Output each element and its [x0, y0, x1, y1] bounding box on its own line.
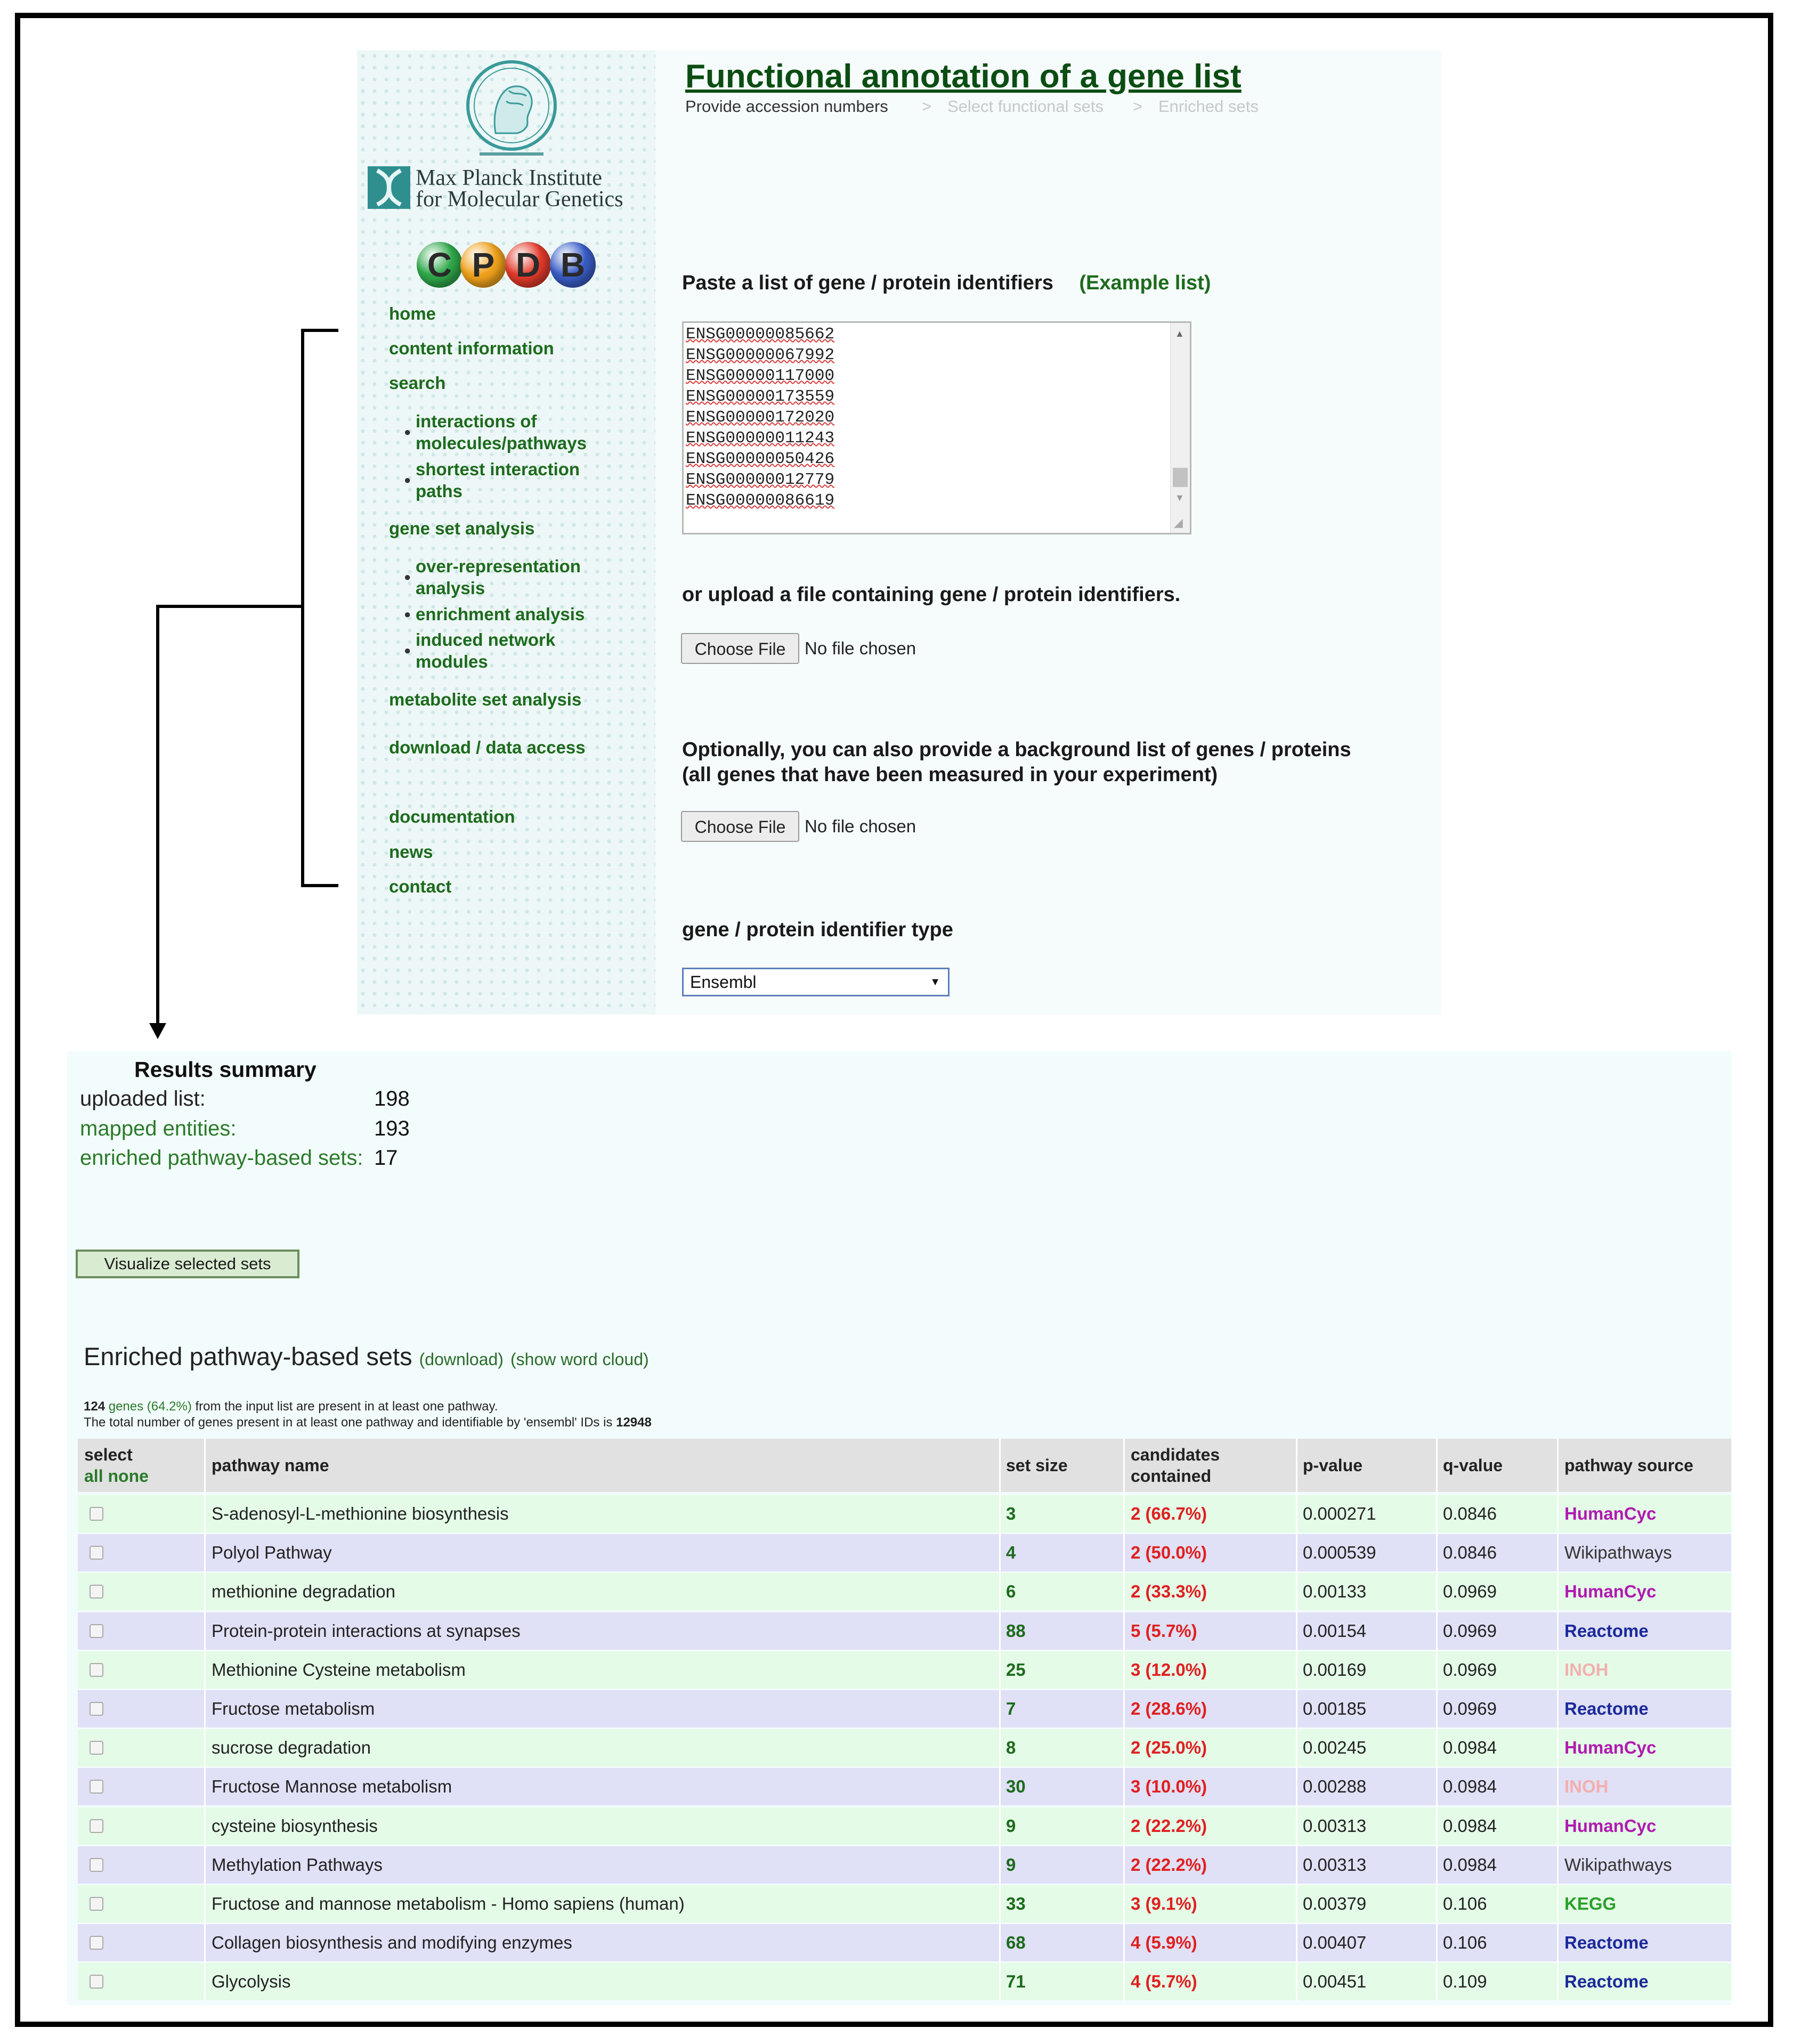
table-row[interactable] [78, 1651, 1731, 1689]
th-q-value[interactable]: q-value [1443, 1456, 1503, 1475]
nav-home[interactable]: home [389, 304, 436, 323]
table-row[interactable] [78, 1768, 1731, 1805]
table-row[interactable] [78, 1495, 1731, 1532]
nav-induced-line1: induced network [416, 630, 556, 650]
nav-over-representation[interactable] [416, 555, 581, 599]
pathway-name-cell[interactable]: Polyol Pathway [212, 1543, 332, 1563]
candidates-cell: 3 (9.1%) [1131, 1894, 1197, 1913]
row-select-checkbox[interactable] [90, 1780, 103, 1794]
pathway-name-cell[interactable]: Glycolysis [212, 1972, 291, 1992]
row-select-checkbox[interactable] [90, 1936, 103, 1950]
bullet-icon: ● [404, 607, 411, 621]
pathway-source-link[interactable]: INOH [1564, 1777, 1609, 1797]
th-candidates-line2: contained [1131, 1466, 1212, 1486]
breadcrumb-separator: > [922, 97, 932, 116]
candidates-cell: 2 (28.6%) [1131, 1699, 1207, 1718]
gene-id-line: ENSG00000085662 [686, 325, 835, 344]
breadcrumb-step-2: Select functional sets [947, 97, 1104, 116]
nav-induced-line2: modules [416, 652, 488, 671]
p-value-cell: 0.000539 [1303, 1543, 1376, 1563]
set-size-cell: 25 [1006, 1659, 1026, 1680]
pathway-source-link[interactable]: Wikipathways [1564, 1854, 1672, 1875]
column-divider [1296, 1439, 1297, 2001]
gene-id-line: ENSG00000172020 [686, 408, 835, 427]
id-type-value: Ensembl [690, 972, 757, 992]
pathway-source-link[interactable]: Reactome [1564, 1699, 1649, 1718]
q-value-cell: 0.106 [1443, 1894, 1487, 1913]
p-value-cell: 0.00169 [1303, 1659, 1367, 1680]
institute-name-line2: for Molecular Genetics [416, 187, 623, 212]
pathway-name-cell[interactable]: methionine degradation [212, 1581, 395, 1602]
pathway-source-link[interactable]: HumanCyc [1564, 1815, 1657, 1836]
coverage-note [84, 1399, 498, 1414]
set-size-cell: 9 [1006, 1854, 1016, 1875]
candidates-cell: 4 (5.9%) [1131, 1933, 1197, 1953]
candidates-cell: 3 (10.0%) [1131, 1777, 1207, 1797]
select-none-link[interactable]: none [108, 1466, 149, 1486]
dna-logo-icon [368, 166, 410, 209]
enriched-title-text: Enriched pathway-based sets [84, 1342, 412, 1370]
background-file-status: No file chosen [805, 816, 916, 836]
row-select-checkbox[interactable] [90, 1702, 103, 1716]
paste-label [682, 272, 1211, 295]
gene-id-line: ENSG00000173559 [686, 387, 835, 406]
set-size-cell: 30 [1006, 1777, 1026, 1797]
page-title: Functional annotation of a gene list [685, 58, 1242, 95]
candidates-cell: 2 (50.0%) [1131, 1543, 1207, 1563]
p-value-cell: 0.00185 [1303, 1699, 1367, 1718]
pathway-source-link[interactable]: Reactome [1564, 1620, 1649, 1641]
uploaded-list-label: uploaded list: [80, 1087, 206, 1110]
row-select-checkbox[interactable] [90, 1585, 103, 1599]
cpdb-logo-c: C [417, 242, 463, 288]
candidates-cell: 2 (22.2%) [1131, 1815, 1207, 1836]
candidates-cell: 2 (22.2%) [1131, 1854, 1207, 1875]
textarea-scrollbar[interactable] [1170, 323, 1190, 533]
note2-value: 12948 [616, 1415, 652, 1430]
candidates-cell: 2 (66.7%) [1131, 1504, 1207, 1523]
candidates-cell: 4 (5.7%) [1131, 1972, 1197, 1992]
p-value-cell: 0.00407 [1303, 1933, 1367, 1953]
nav-metabolite-set-analysis[interactable]: metabolite set analysis [389, 690, 582, 709]
q-value-cell: 0.0984 [1443, 1738, 1497, 1758]
table-row[interactable] [78, 1885, 1731, 1923]
q-value-cell: 0.106 [1443, 1933, 1487, 1953]
pathway-source-link[interactable]: INOH [1564, 1659, 1609, 1680]
bullet-icon: ● [404, 644, 411, 657]
pathway-name-cell[interactable]: sucrose degradation [212, 1738, 371, 1758]
example-list-link[interactable]: Example list [1086, 272, 1204, 294]
pathway-source-link[interactable]: Reactome [1564, 1972, 1649, 1992]
nav-gene-set-analysis[interactable]: gene set analysis [389, 518, 535, 538]
pathway-source-link[interactable]: HumanCyc [1564, 1738, 1657, 1758]
note-rest: from the input list are present in at least one pathway. [195, 1399, 498, 1414]
bullet-icon: ● [404, 473, 411, 486]
p-value-cell: 0.00288 [1303, 1777, 1367, 1797]
table-row[interactable] [78, 1534, 1731, 1571]
paste-label-text: Paste a list of gene / protein identifiers [682, 272, 1053, 294]
scroll-thumb[interactable] [1173, 468, 1188, 487]
pathway-source-link[interactable]: HumanCyc [1564, 1504, 1657, 1523]
enriched-sets-label[interactable]: enriched pathway-based sets: [80, 1146, 363, 1170]
cpdb-logo-b: B [550, 242, 596, 288]
choose-background-file-button[interactable]: Choose File [681, 811, 799, 842]
set-size-cell: 33 [1006, 1894, 1026, 1913]
pathway-name-cell[interactable]: S-adenosyl-L-methionine biosynthesis [212, 1504, 509, 1523]
p-value-cell: 0.00451 [1303, 1972, 1367, 1992]
uploaded-list-value: 198 [374, 1087, 410, 1110]
q-value-cell: 0.0969 [1443, 1659, 1497, 1680]
gene-id-line: ENSG00000067992 [686, 346, 835, 364]
enriched-sets-title [84, 1342, 649, 1371]
row-select-checkbox[interactable] [90, 1741, 103, 1755]
breadcrumb-step-1: Provide accession numbers [685, 97, 888, 116]
th-candidates-line1: candidates [1131, 1445, 1220, 1464]
enriched-sets-value: 17 [374, 1146, 398, 1170]
set-size-cell: 3 [1006, 1504, 1016, 1523]
nav-ora-line1: over-representation [416, 556, 581, 576]
q-value-cell: 0.0969 [1443, 1620, 1497, 1641]
candidates-cell: 3 (12.0%) [1131, 1659, 1207, 1680]
max-planck-seal-icon [464, 59, 559, 160]
p-value-cell: 0.00313 [1303, 1854, 1367, 1875]
table-row[interactable] [78, 1690, 1731, 1727]
row-select-checkbox[interactable] [90, 1858, 103, 1872]
nav-documentation[interactable]: documentation [389, 807, 515, 826]
candidates-cell: 5 (5.7%) [1131, 1620, 1197, 1641]
gene-id-line: ENSG00000011243 [686, 429, 835, 448]
resize-handle-icon[interactable]: ◢ [1174, 516, 1183, 529]
set-size-cell: 6 [1006, 1581, 1016, 1602]
nav-shortest-line1: shortest interaction [416, 459, 580, 479]
nav-interactions-line2: molecules/pathways [416, 433, 587, 453]
pathway-name-cell[interactable]: Methionine Cysteine metabolism [212, 1659, 466, 1680]
example-paren: ( [1079, 272, 1086, 294]
table-row[interactable] [78, 1573, 1731, 1610]
pathway-source-link[interactable]: Reactome [1564, 1933, 1649, 1953]
nav-news[interactable]: news [389, 842, 433, 862]
table-row[interactable] [78, 1612, 1731, 1650]
file-status: No file chosen [805, 638, 916, 658]
nav-download[interactable]: download / data access [389, 737, 586, 757]
q-value-cell: 0.0969 [1443, 1581, 1497, 1602]
scroll-up-icon[interactable]: ▲ [1175, 328, 1184, 339]
select-all-link[interactable]: all [84, 1466, 103, 1486]
example-paren: ) [1204, 272, 1211, 294]
institute-name-line1: Max Planck Institute [416, 166, 602, 190]
nav-interactions-line1: interactions of [416, 411, 537, 431]
id-type-label: gene / protein identifier type [682, 919, 953, 941]
nav-induced-network[interactable] [416, 629, 555, 672]
p-value-cell: 0.00379 [1303, 1894, 1367, 1913]
pathway-name-cell[interactable]: Fructose Mannose metabolism [212, 1777, 452, 1797]
row-select-checkbox[interactable] [90, 1546, 103, 1560]
choose-file-button[interactable]: Choose File [681, 633, 799, 664]
set-size-cell: 4 [1006, 1543, 1016, 1563]
breadcrumb-separator: > [1133, 97, 1143, 116]
th-set-size[interactable]: set size [1006, 1456, 1068, 1475]
row-select-checkbox[interactable] [90, 1975, 103, 1989]
gene-id-line: ENSG00000086619 [686, 491, 835, 510]
bracket-arrow-annotation [0, 0, 373, 1044]
row-select-checkbox[interactable] [90, 1663, 103, 1677]
th-candidates[interactable] [1131, 1444, 1220, 1487]
th-p-value[interactable]: p-value [1303, 1456, 1363, 1475]
cpdb-logo-p: P [460, 242, 506, 288]
gene-id-line: ENSG00000117000 [686, 367, 835, 385]
nav-shortest-line2: paths [416, 481, 463, 501]
pathway-name-cell[interactable]: Fructose and mannose metabolism - Homo sapiens (human) [212, 1894, 685, 1913]
candidates-cell: 2 (33.3%) [1131, 1581, 1207, 1602]
breadcrumb-step-3: Enriched sets [1158, 97, 1259, 116]
p-value-cell: 0.00313 [1303, 1815, 1367, 1836]
gene-id-line: ENSG00000012779 [686, 471, 835, 489]
th-select: select [84, 1445, 133, 1464]
scroll-down-icon[interactable]: ▼ [1175, 492, 1184, 503]
bullet-icon: ● [404, 425, 411, 439]
note2-text: The total number of genes present in at least one pathway and identifiable by 'ensembl' IDs is [84, 1415, 613, 1430]
q-value-cell: 0.0984 [1443, 1854, 1497, 1875]
visualize-selected-sets-button[interactable]: Visualize selected sets [76, 1250, 299, 1278]
pathway-source-link[interactable]: KEGG [1564, 1894, 1617, 1913]
set-size-cell: 8 [1006, 1738, 1016, 1758]
set-size-cell: 88 [1006, 1620, 1026, 1641]
pathway-name-cell[interactable]: cysteine biosynthesis [212, 1815, 378, 1836]
row-select-checkbox[interactable] [90, 1897, 103, 1911]
column-divider [1123, 1439, 1125, 2001]
column-divider [999, 1439, 1001, 2001]
table-row[interactable] [78, 1924, 1731, 1961]
set-size-cell: 68 [1006, 1933, 1026, 1953]
pathway-name-cell[interactable]: Fructose metabolism [212, 1699, 375, 1718]
row-select-checkbox[interactable] [90, 1819, 103, 1833]
cpdb-logo-d: D [505, 242, 551, 288]
word-cloud-link[interactable]: (show word cloud) [510, 1350, 649, 1369]
download-link[interactable]: (download) [419, 1350, 504, 1369]
pathway-name-cell[interactable]: Methylation Pathways [212, 1854, 383, 1875]
background-label-line2: (all genes that have been measured in your experiment) [682, 764, 1218, 786]
th-pathway-source[interactable]: pathway source [1564, 1456, 1693, 1475]
id-type-select[interactable] [682, 968, 950, 996]
nav-ora-line2: analysis [416, 578, 485, 598]
nav-content-information[interactable]: content information [389, 338, 554, 358]
p-value-cell: 0.00154 [1303, 1620, 1367, 1641]
bullet-icon: ● [404, 570, 411, 583]
q-value-cell: 0.0984 [1443, 1815, 1497, 1836]
nav-enrichment-analysis[interactable]: enrichment analysis [416, 604, 585, 624]
total-genes-note [84, 1415, 652, 1430]
th-select-links [84, 1465, 149, 1487]
set-size-cell: 71 [1006, 1972, 1026, 1992]
table-row[interactable] [78, 1846, 1731, 1884]
set-size-cell: 9 [1006, 1815, 1016, 1836]
gene-id-line: ENSG00000050426 [686, 450, 835, 468]
set-size-cell: 7 [1006, 1699, 1016, 1718]
nav-interactions[interactable] [416, 410, 587, 454]
table-row[interactable] [78, 1729, 1731, 1766]
th-pathway-name[interactable]: pathway name [212, 1456, 329, 1475]
table-row[interactable] [78, 1963, 1731, 2000]
q-value-cell: 0.109 [1443, 1972, 1487, 1992]
note-genes-link[interactable]: genes [108, 1399, 144, 1414]
row-select-checkbox[interactable] [90, 1624, 103, 1638]
candidates-cell: 2 (25.0%) [1131, 1738, 1207, 1758]
note-pct: (64.2%) [147, 1399, 192, 1414]
column-divider [204, 1439, 206, 2001]
mapped-entities-value: 193 [374, 1117, 410, 1140]
p-value-cell: 0.00245 [1303, 1738, 1367, 1758]
upload-label: or upload a file containing gene / protein identifiers. [682, 583, 1181, 606]
nav-shortest-paths[interactable] [416, 458, 580, 502]
nav-contact[interactable]: contact [389, 877, 452, 896]
background-label-line1: Optionally, you can also provide a background list of genes / proteins [682, 739, 1351, 761]
column-divider [1557, 1439, 1559, 2001]
pathway-source-link[interactable]: Wikipathways [1564, 1543, 1672, 1563]
dropdown-arrow-icon: ▼ [930, 976, 940, 988]
p-value-cell: 0.000271 [1303, 1504, 1376, 1523]
pathway-source-link[interactable]: HumanCyc [1564, 1581, 1657, 1602]
p-value-cell: 0.00133 [1303, 1581, 1367, 1602]
pathway-name-cell[interactable]: Collagen biosynthesis and modifying enzymes [212, 1933, 572, 1953]
results-summary-title: Results summary [134, 1057, 317, 1082]
row-select-checkbox[interactable] [90, 1507, 103, 1521]
nav-search[interactable]: search [389, 373, 446, 393]
q-value-cell: 0.0969 [1443, 1699, 1497, 1718]
table-row[interactable] [78, 1807, 1731, 1845]
column-divider [1436, 1439, 1438, 2001]
note-count: 124 [84, 1399, 106, 1414]
q-value-cell: 0.0846 [1443, 1543, 1497, 1563]
q-value-cell: 0.0846 [1443, 1504, 1497, 1523]
pathway-name-cell[interactable]: Protein-protein interactions at synapses [212, 1620, 521, 1641]
mapped-entities-label[interactable]: mapped entities: [80, 1117, 237, 1140]
q-value-cell: 0.0984 [1443, 1777, 1497, 1797]
